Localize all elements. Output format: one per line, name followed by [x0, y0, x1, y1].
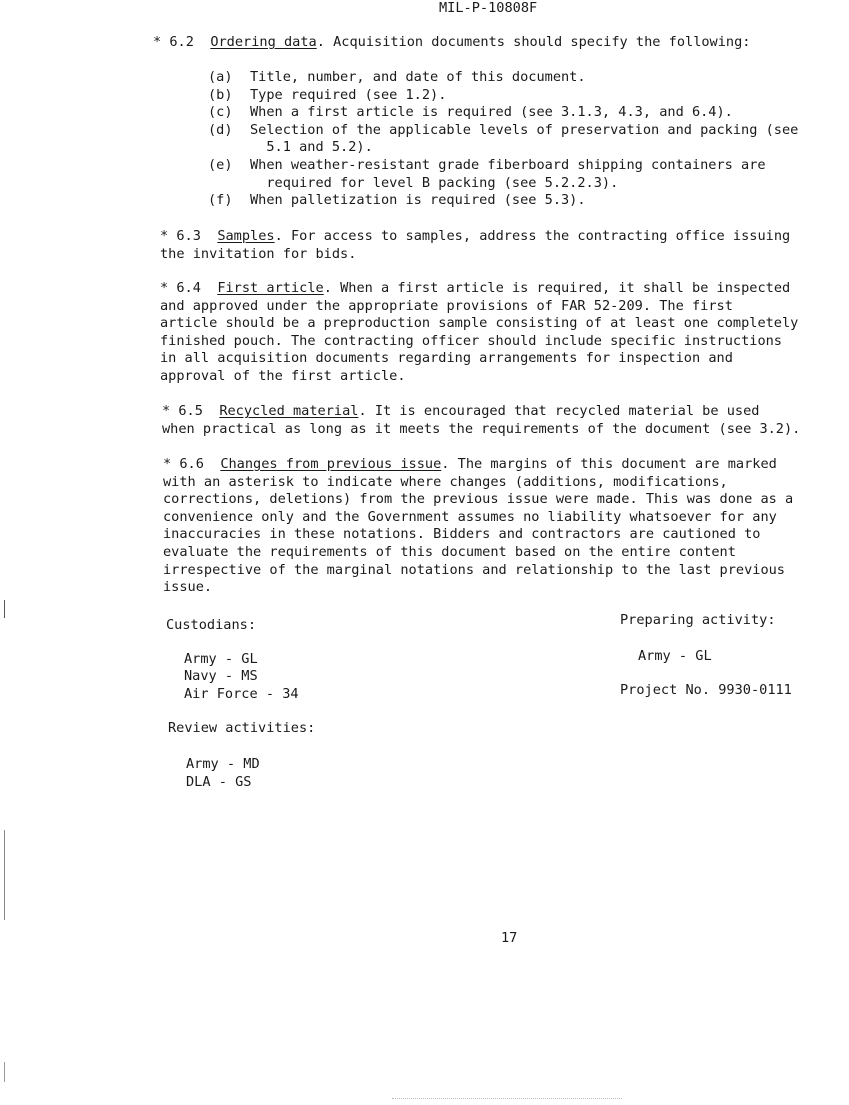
section-text: approval of the first article. [160, 367, 406, 384]
project-number: Project No. 9930-0111 [620, 682, 792, 698]
section-heading: First article [217, 280, 324, 296]
section-number: 6.5 [178, 403, 203, 419]
section-6-6 [163, 456, 793, 597]
scan-artifact [4, 830, 5, 920]
section-heading: Recycled material [219, 403, 359, 419]
section-text: the invitation for bids. [160, 245, 357, 262]
section-text: article should be a preproduction sample consisting of at least one completely [160, 315, 799, 332]
item-text: When a first article is required (see 3.1.3, 4.3, and 6.4). [250, 104, 733, 121]
item-text: Selection of the applicable levels of preservation and packing (see [250, 121, 799, 138]
section-heading: Ordering data [210, 34, 317, 50]
section-text: . When a first article is required, it shall be inspected [323, 280, 791, 296]
change-asterisk: * [162, 403, 171, 419]
item-text: 5.1 and 5.2). [250, 139, 373, 156]
section-text: evaluate the requirements of this document based on the entire content [163, 543, 736, 560]
section-text: convenience only and the Government assumes no liability whatsoever for any [163, 508, 777, 525]
item-label: (c) [208, 104, 233, 121]
scan-artifact [4, 600, 5, 618]
review-entry: DLA - GS [186, 774, 252, 790]
section-number: 6.2 [169, 34, 194, 50]
section-text: . The margins of this document are marked [441, 456, 777, 472]
custodians-title: Custodians: [166, 617, 257, 633]
ordering-item [208, 104, 798, 122]
change-asterisk: * [163, 456, 172, 472]
section-6-3 [160, 228, 790, 263]
section-number: 6.3 [176, 228, 201, 244]
item-label [208, 175, 250, 193]
section-text: corrections, deletions) from the previous issue were made. This was done as a [163, 491, 794, 508]
section-text: . For access to samples, address the contracting office issuing [274, 228, 791, 244]
custodian-entry: Navy - MS [184, 668, 258, 684]
section-text: . It is encouraged that recycled material be used [358, 403, 760, 419]
section-text: and approved under the appropriate provisions of FAR 52-209. The first [160, 297, 733, 314]
item-text: When palletization is required (see 5.3). [250, 192, 586, 209]
ordering-data-list [208, 69, 798, 210]
ordering-item [208, 175, 798, 193]
section-text: finished pouch. The contracting officer should include specific instructions [160, 332, 782, 349]
section-text: with an asterisk to indicate where changes (additions, modifications, [163, 473, 728, 490]
change-asterisk: * [160, 228, 169, 244]
section-6-5 [162, 403, 800, 438]
item-label: (d) [208, 121, 233, 138]
section-number: 6.4 [176, 280, 201, 296]
item-label: (f) [208, 192, 233, 209]
item-label: (b) [208, 86, 233, 103]
preparing-activity-entry: Army - GL [638, 648, 712, 664]
item-text: Type required (see 1.2). [250, 86, 447, 103]
item-text: required for level B packing (see 5.2.2.3). [250, 174, 619, 191]
item-text: Title, number, and date of this document. [250, 69, 586, 85]
item-text: When weather-resistant grade fiberboard shipping containers are [250, 156, 766, 173]
section-6-2-heading-line [153, 34, 750, 52]
page-number: 17 [501, 930, 518, 946]
custodian-entry: Army - GL [184, 651, 258, 667]
section-heading: Samples [217, 228, 275, 244]
item-label: (e) [208, 156, 233, 173]
change-asterisk: * [153, 34, 162, 50]
section-intro: . Acquisition documents should specify the following: [316, 34, 751, 50]
review-activities-title: Review activities: [168, 720, 316, 736]
ordering-item [208, 69, 798, 87]
document-number: MIL-P-10808F [439, 0, 538, 16]
ordering-item [208, 192, 798, 210]
section-number: 6.6 [179, 456, 204, 472]
section-6-4 [160, 280, 798, 386]
ordering-item [208, 87, 798, 105]
scan-artifact [392, 1098, 622, 1100]
scan-artifact [4, 1062, 5, 1082]
section-text: when practical as long as it meets the requirements of the document (see 3.2). [162, 420, 801, 437]
section-heading: Changes from previous issue [220, 456, 442, 472]
ordering-item [208, 122, 798, 140]
custodian-entry: Air Force - 34 [184, 686, 299, 702]
ordering-item [208, 139, 798, 157]
review-entry: Army - MD [186, 756, 260, 772]
item-label [208, 139, 250, 157]
item-label: (a) [208, 69, 233, 85]
section-text: inaccuracies in these notations. Bidders and contractors are cautioned to [163, 526, 761, 543]
section-text: irrespective of the marginal notations and relationship to the last previous [163, 561, 785, 578]
section-text: issue. [163, 579, 213, 596]
section-text: in all acquisition documents regarding arrangements for inspection and [160, 350, 733, 367]
ordering-item [208, 157, 798, 175]
preparing-activity-title: Preparing activity: [620, 612, 776, 628]
change-asterisk: * [160, 280, 169, 296]
